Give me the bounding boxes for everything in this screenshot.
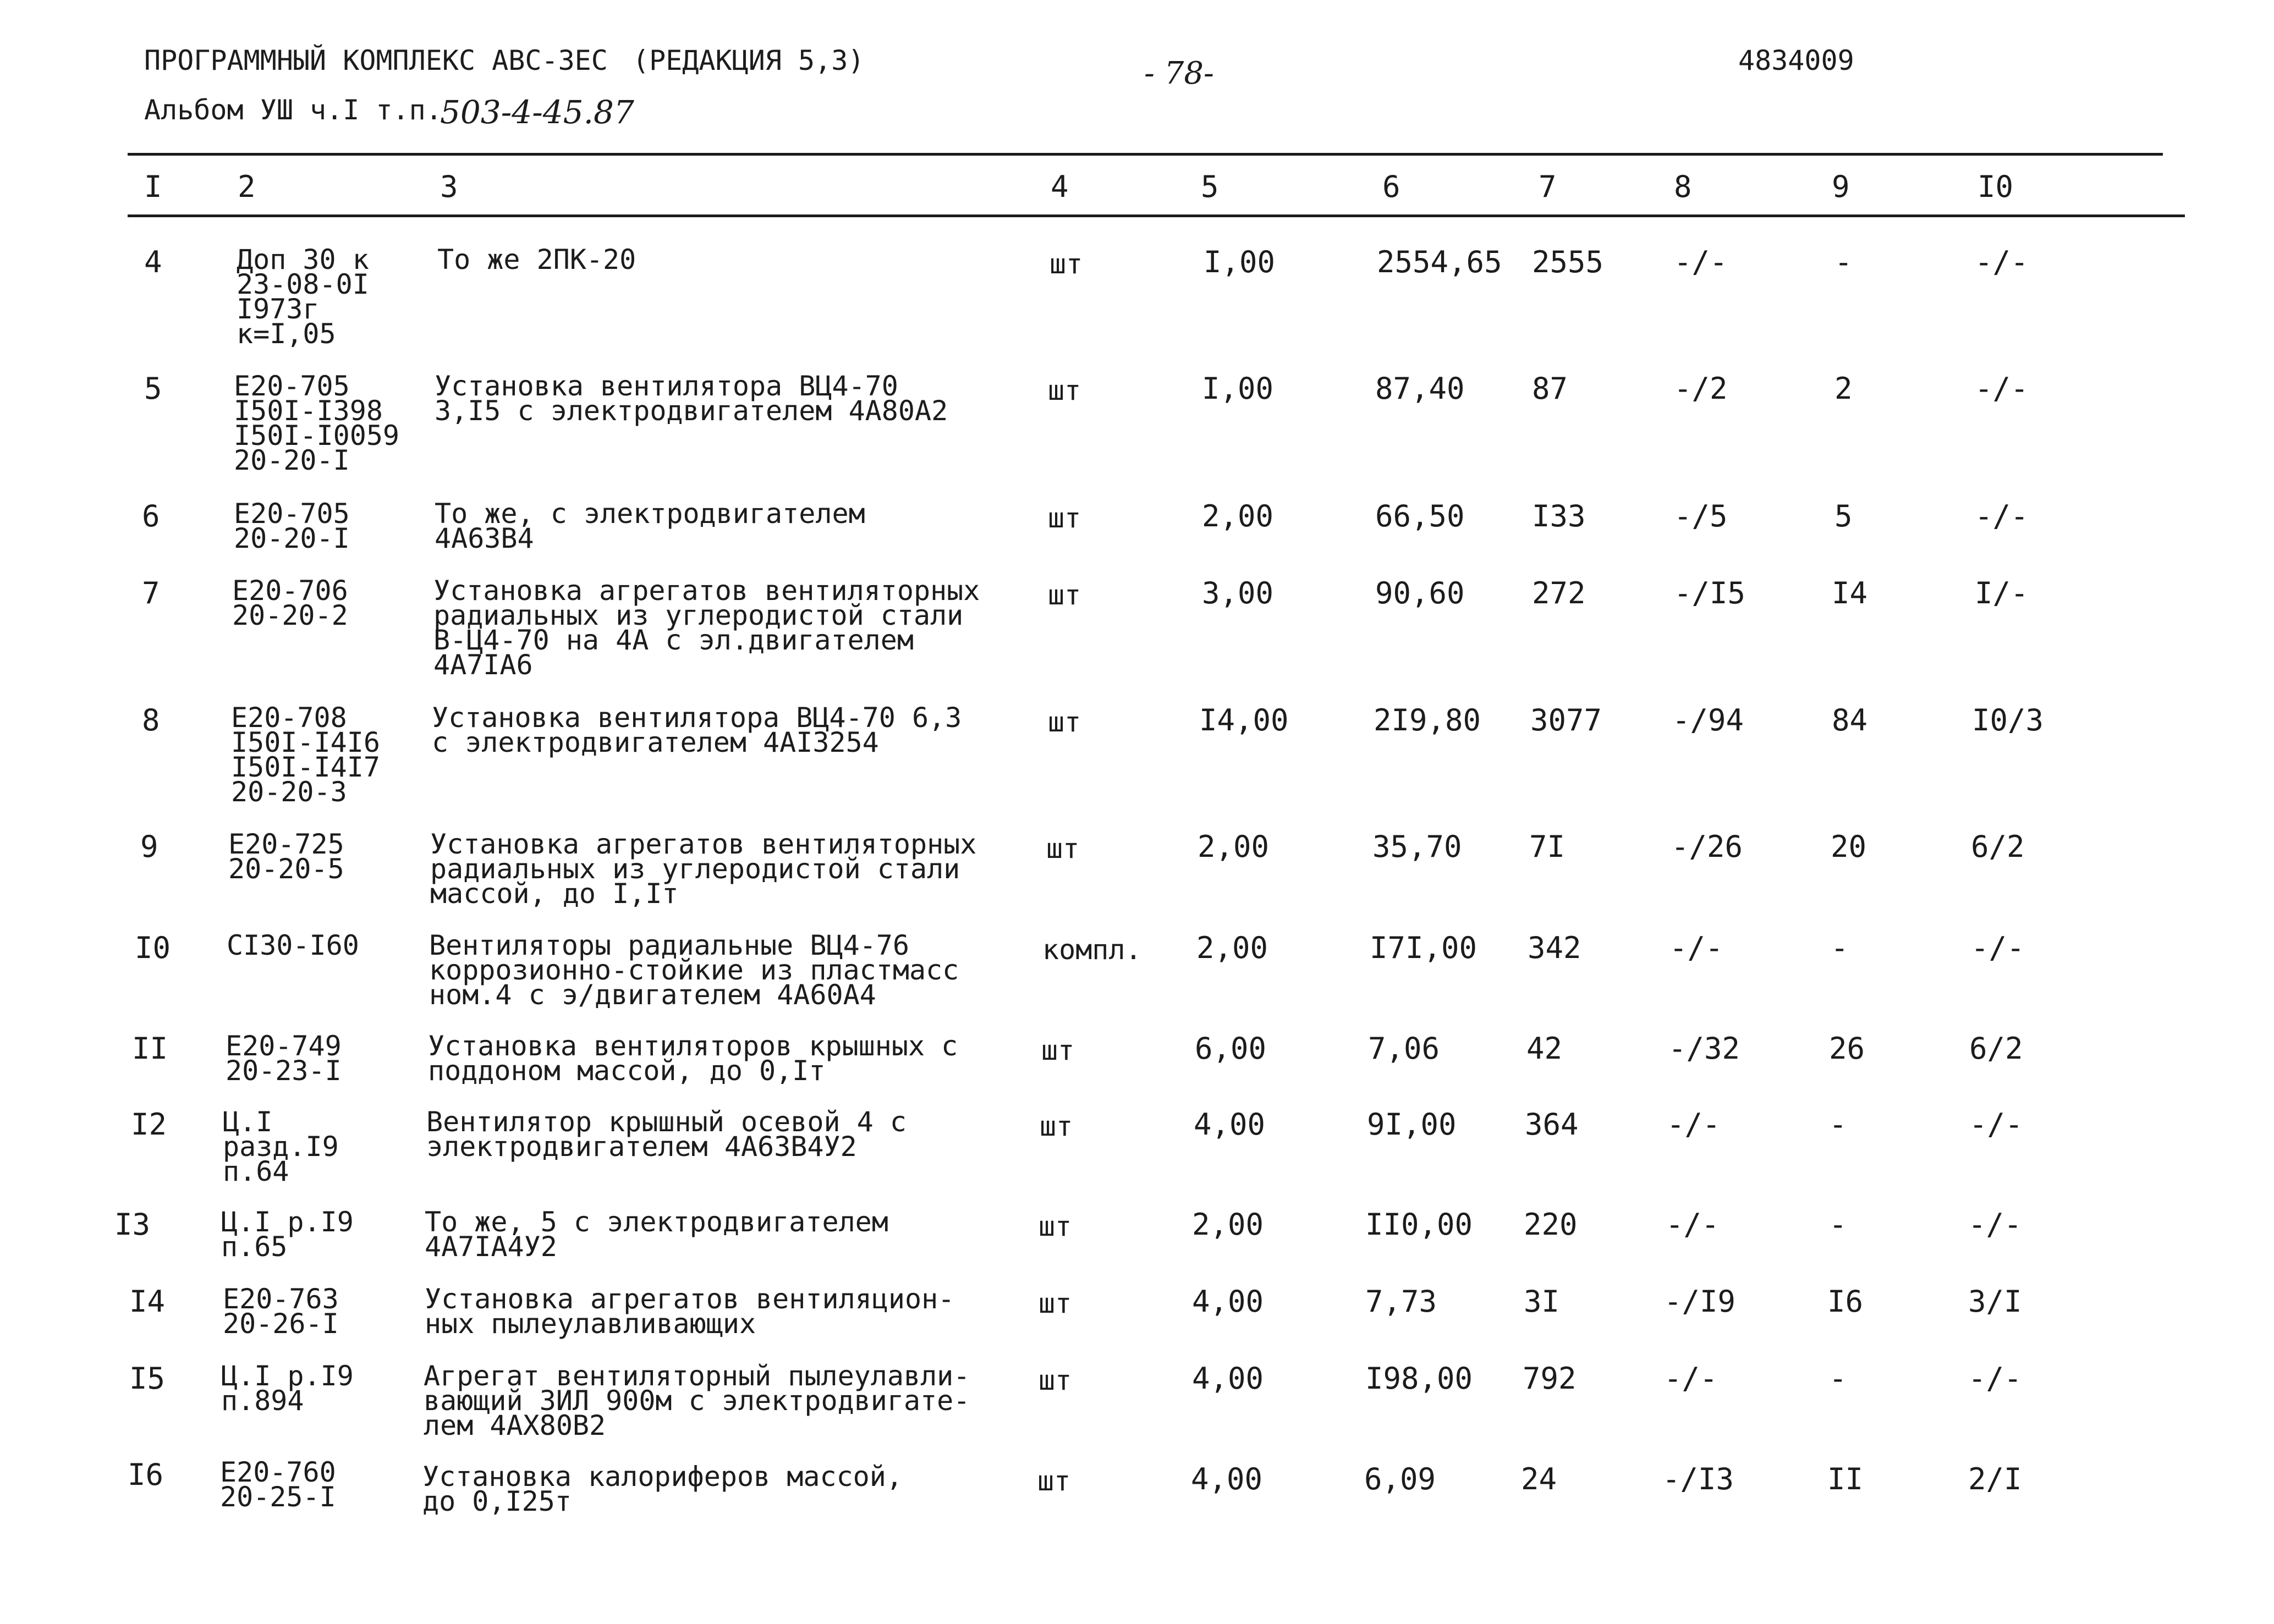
row-number: I2 — [131, 1107, 167, 1142]
col-9-value: 26 — [1829, 1031, 1865, 1066]
row-number: 9 — [140, 829, 158, 864]
rate-code: Е20-708 I50I-I4I6 I50I-I4I7 20-20-3 — [231, 702, 380, 808]
work-description: Установка калориферов массой, до 0,I25т — [422, 1461, 903, 1517]
rate-code: Е20-706 20-20-2 — [232, 575, 348, 631]
col-10-value: -/- — [1969, 1107, 2023, 1142]
col-header-1: I — [144, 169, 162, 204]
unit: шт — [1039, 1210, 1072, 1242]
quantity: 3,00 — [1202, 576, 1274, 610]
work-description: Агрегат вентиляторный пылеулавли- вающий ЗИЛ 900м с электродвигате- лем 4АХ80В2 — [424, 1360, 970, 1441]
album-label: Альбом УШ ч.I т.п. — [144, 94, 442, 126]
total-cost: 3077 — [1530, 703, 1602, 737]
unit: шт — [1048, 375, 1081, 406]
unit: шт — [1041, 1034, 1075, 1066]
unit-price: I98,00 — [1365, 1361, 1473, 1396]
total-cost: 272 — [1532, 576, 1586, 610]
col-10-value: -/- — [1968, 1361, 2022, 1396]
col-8-value: -/- — [1674, 245, 1728, 279]
rate-code: Е20-763 20-26-I — [223, 1283, 339, 1340]
quantity: I,00 — [1202, 371, 1274, 406]
quantity: I4,00 — [1199, 703, 1289, 737]
col-header-7: 7 — [1539, 169, 1557, 204]
unit-price: 66,50 — [1375, 499, 1465, 533]
rate-code: Ц.I р.I9 п.894 — [221, 1360, 354, 1417]
quantity: 2,00 — [1198, 829, 1270, 864]
col-10-value: I/- — [1975, 576, 2029, 610]
unit-price: 2554,65 — [1377, 245, 1502, 279]
total-cost: 7I — [1529, 829, 1566, 864]
col-10-value: -/- — [1975, 499, 2029, 533]
total-cost: 3I — [1524, 1284, 1560, 1319]
col-10-value: 6/2 — [1971, 829, 2025, 864]
total-cost: I33 — [1532, 499, 1586, 533]
col-header-8: 8 — [1674, 169, 1692, 204]
rate-code: Ц.I разд.I9 п.64 — [223, 1106, 339, 1187]
document-number: 4834009 — [1738, 45, 1854, 76]
page-number: - 78- — [1144, 56, 1214, 91]
col-10-value: -/- — [1968, 1207, 2022, 1242]
quantity: 2,00 — [1192, 1207, 1264, 1242]
unit: шт — [1039, 1364, 1072, 1396]
col-header-4: 4 — [1051, 169, 1069, 204]
unit-price: 7,73 — [1365, 1284, 1437, 1319]
row-number: 4 — [144, 245, 162, 279]
total-cost: 220 — [1524, 1207, 1578, 1242]
col-9-value: 2 — [1834, 371, 1853, 406]
col-header-5: 5 — [1201, 169, 1219, 204]
unit: шт — [1046, 833, 1080, 865]
work-description: Установка агрегатов вентиляцион- ных пылеулавливающих — [425, 1283, 955, 1340]
col-8-value: -/I5 — [1674, 576, 1746, 610]
rate-code: Ц.I р.I9 п.65 — [221, 1206, 354, 1263]
work-description: Вентиляторы радиальные ВЦ4-76 коррозионно-стойкие из пластмасс ном.4 с э/двигателем 4А60А4 — [429, 929, 959, 1011]
unit-price: 2I9,80 — [1374, 703, 1481, 737]
unit: шт — [1048, 502, 1081, 534]
col-9-value: 84 — [1832, 703, 1868, 737]
total-cost: 87 — [1532, 371, 1568, 406]
col-10-value: 6/2 — [1969, 1031, 2023, 1066]
col-10-value: -/- — [1975, 245, 2029, 279]
col-8-value: -/- — [1664, 1361, 1718, 1396]
col-header-3: 3 — [440, 169, 458, 204]
col-9-value: 20 — [1831, 829, 1867, 864]
total-cost: 342 — [1528, 931, 1581, 965]
col-8-value: -/5 — [1674, 499, 1728, 533]
unit: шт — [1048, 706, 1081, 738]
work-description: Установка агрегатов вентиляторных радиальных из углеродистой стали массой, до I,Iт — [430, 828, 977, 910]
row-number: 6 — [142, 499, 160, 533]
col-8-value: -/2 — [1674, 371, 1728, 406]
quantity: 4,00 — [1194, 1107, 1266, 1142]
col-8-value: -/- — [1667, 1107, 1721, 1142]
row-number: 8 — [142, 703, 160, 737]
quantity: 6,00 — [1195, 1031, 1267, 1066]
row-number: I3 — [114, 1207, 151, 1242]
top-rule — [128, 153, 2163, 156]
col-8-value: -/94 — [1672, 703, 1744, 737]
row-number: 5 — [144, 371, 162, 406]
unit-price: 90,60 — [1375, 576, 1465, 610]
unit: шт — [1050, 248, 1083, 280]
col-10-value: I0/3 — [1972, 703, 2044, 737]
col-9-value: - — [1829, 1207, 1847, 1242]
rate-code: СI30-I60 — [227, 929, 359, 961]
quantity: 2,00 — [1196, 931, 1268, 965]
total-cost: 792 — [1523, 1361, 1577, 1396]
col-header-6: 6 — [1382, 169, 1400, 204]
unit-price: 35,70 — [1372, 829, 1462, 864]
quantity: 4,00 — [1192, 1284, 1264, 1319]
row-number: I4 — [129, 1284, 166, 1319]
col-10-value: -/- — [1971, 931, 2025, 965]
col-10-value: 3/I — [1968, 1284, 2022, 1319]
col-8-value: -/- — [1666, 1207, 1720, 1242]
quantity: 2,00 — [1202, 499, 1274, 533]
row-number: I5 — [129, 1361, 166, 1396]
col-10-value: 2/I — [1968, 1462, 2022, 1496]
quantity: 4,00 — [1192, 1361, 1264, 1396]
rate-code: Е20-760 20-25-I — [220, 1456, 336, 1513]
work-description: Установка вентилятора ВЦ4-70 6,3 с электродвигателем 4АI3254 — [432, 702, 962, 758]
col-header-9: 9 — [1832, 169, 1850, 204]
unit: компл. — [1042, 934, 1142, 966]
row-number: I0 — [135, 931, 171, 965]
work-description: Установка вентиляторов крышных с поддоном массой, до 0,Iт — [428, 1030, 958, 1087]
col-9-value: I6 — [1827, 1284, 1864, 1319]
row-number: I6 — [128, 1457, 164, 1492]
total-cost: 364 — [1525, 1107, 1579, 1142]
work-description: Установка агрегатов вентиляторных радиальных из углеродистой стали В-Ц4-70 на 4А с эл.двигателем 4А7IА6 — [433, 575, 980, 681]
total-cost: 24 — [1521, 1462, 1557, 1496]
col-9-value: - — [1829, 1361, 1847, 1396]
col-9-value: 5 — [1834, 499, 1853, 533]
rate-code: Е20-749 20-23-I — [226, 1030, 342, 1087]
row-number: II — [132, 1031, 168, 1066]
unit-price: 7,06 — [1368, 1031, 1440, 1066]
rate-code: Е20-705 I50I-I398 I50I-I0059 20-20-I — [234, 370, 400, 476]
unit: шт — [1039, 1287, 1072, 1319]
col-10-value: -/- — [1975, 371, 2029, 406]
col-header-10: I0 — [1978, 169, 2014, 204]
col-9-value: I4 — [1832, 576, 1868, 610]
quantity: I,00 — [1204, 245, 1276, 279]
unit-price: 9I,00 — [1367, 1107, 1457, 1142]
project-code: 503-4-45.87 — [440, 93, 634, 131]
work-description: То же, 5 с электродвигателем 4А7IА4У2 — [425, 1206, 888, 1263]
unit: шт — [1040, 1110, 1073, 1142]
col-8-value: -/I9 — [1664, 1284, 1736, 1319]
col-9-value: - — [1831, 931, 1849, 965]
col-9-value: II — [1827, 1462, 1864, 1496]
work-description: Вентилятор крышный осевой 4 с электродвигателем 4А63В4У2 — [426, 1106, 907, 1163]
header-rule — [128, 214, 2185, 217]
unit: шт — [1037, 1465, 1071, 1497]
work-description: Установка вентилятора ВЦ4-70 3,I5 с электродвигателем 4А80А2 — [435, 370, 948, 427]
rate-code: Е20-725 20-20-5 — [228, 828, 344, 885]
work-description: То же, с электродвигателем 4А63В4 — [435, 498, 865, 554]
work-description: То же 2ПК-20 — [437, 244, 636, 276]
row-number: 7 — [142, 576, 160, 610]
edition-label: (РЕДАКЦИЯ 5,3) — [633, 45, 865, 76]
col-8-value: -/I3 — [1662, 1462, 1734, 1496]
unit-price: 87,40 — [1375, 371, 1465, 406]
total-cost: 42 — [1526, 1031, 1563, 1066]
col-9-value: - — [1829, 1107, 1847, 1142]
col-9-value: - — [1834, 245, 1853, 279]
rate-code: Е20-705 20-20-I — [234, 498, 350, 554]
unit-price: II0,00 — [1365, 1207, 1473, 1242]
total-cost: 2555 — [1532, 245, 1604, 279]
unit-price: I7I,00 — [1370, 931, 1477, 965]
quantity: 4,00 — [1191, 1462, 1263, 1496]
unit-price: 6,09 — [1364, 1462, 1436, 1496]
col-header-2: 2 — [238, 169, 256, 204]
col-8-value: -/26 — [1671, 829, 1743, 864]
unit: шт — [1048, 579, 1081, 611]
col-8-value: -/- — [1669, 931, 1723, 965]
col-8-value: -/32 — [1668, 1031, 1740, 1066]
rate-code: Доп 30 к 23-08-0I I973г к=I,05 — [237, 244, 369, 350]
program-title: ПРОГРАММНЫЙ КОМПЛЕКС АВС-ЗЕС — [144, 45, 608, 76]
